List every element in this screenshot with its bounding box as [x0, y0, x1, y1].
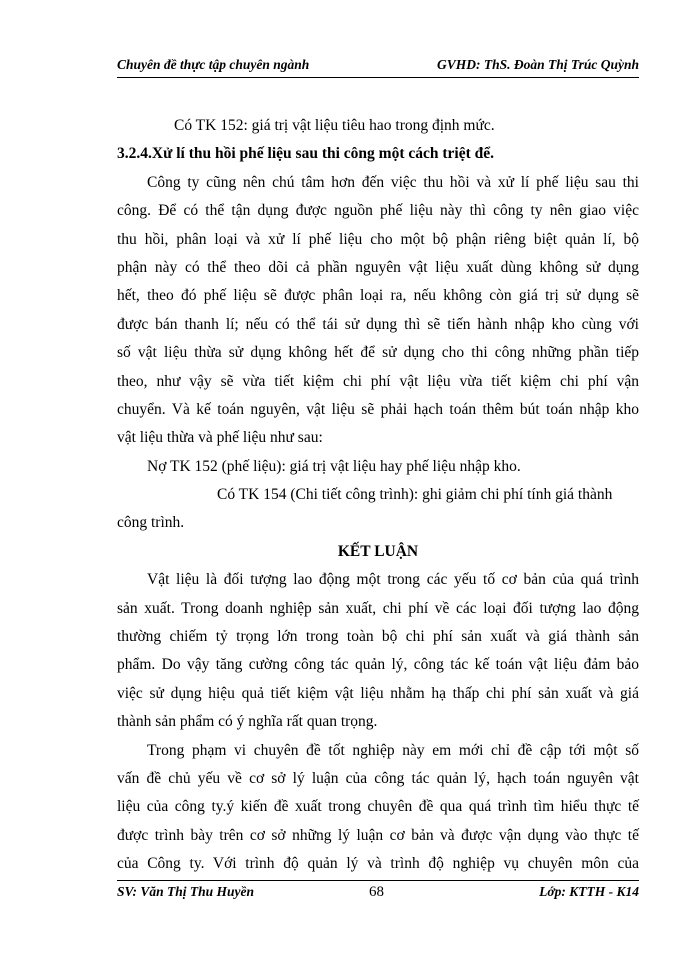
text-line: phận này có thể theo dõi cả phần nguyên vật liệu xuất dùng không sử dụng: [117, 258, 639, 276]
text-line: việc sử dụng hiệu quả tiết kiệm vật liệu nhằm hạ thấp chi phí sản xuất và giá: [117, 684, 639, 702]
text-line: Vật liệu là đối tượng lao động một trong các yếu tố cơ bản của quá trình: [147, 571, 639, 589]
text-line: của Công ty. Với trình độ quản lý và trình độ nghiệp vụ chuyên môn của: [117, 855, 639, 873]
header-rule: [117, 77, 639, 78]
text-line: liệu của công ty.ý kiến đề xuất trong chuyên đề qua quá trình tìm hiểu thực tế: [117, 798, 639, 816]
text-line: chuyển. Và kế toán nguyên, vật liệu sẽ phải hạch toán thêm bút toán nhập kho: [117, 400, 639, 418]
footer-class: Lớp: KTTH - K14: [539, 884, 639, 899]
section-heading: 3.2.4.Xử lí thu hồi phế liệu sau thi công một cách triệt để.: [117, 145, 495, 163]
text-line: vấn đề chủ yếu về cơ sở lý luận của công tác quản lý, hạch toán nguyên vật: [117, 769, 639, 787]
text-line: công. Để có thể tận dụng được nguồn phế liệu này thì công ty nên giao việc: [117, 202, 639, 220]
header-course-title: Chuyên đề thực tập chuyên ngành: [117, 57, 310, 72]
text-line: Trong phạm vi chuyên đề tốt nghiệp này em mới chỉ đề cập tới một số: [147, 741, 639, 759]
text-line: Công ty cũng nên chú tâm hơn đến việc thu hồi và xử lí phế liệu sau thi: [147, 173, 639, 191]
conclusion-title: KẾT LUẬN: [337, 542, 419, 560]
text-line: được bán thanh lí; nếu có thể tái sử dụng thì sẽ tiến hành nhập kho cùng với: [117, 315, 639, 333]
text-line: số vật liệu thừa sử dụng không hết để sử dụng cho thi công những phần tiếp: [117, 344, 639, 362]
page-footer: [117, 884, 639, 904]
text-line: thường chiếm tỷ trọng lớn trong toàn bộ chi phí sản xuất và giá thành sản: [117, 628, 639, 646]
footer-rule: [117, 880, 639, 881]
text-line: vật liệu thừa và phế liệu như sau:: [117, 429, 323, 447]
text-line: phẩm. Do vậy tăng cường công tác quản lý, công tác kế toán vật liệu đảm bảo: [117, 656, 639, 674]
text-line: được trình bày trên cơ sở những lý luận cơ bản và được vận dụng vào thực tế: [117, 826, 639, 844]
text-line: theo, như vậy sẽ vừa tiết kiệm chi phí vật liệu vừa tiết kiệm chi phí vận: [117, 372, 639, 390]
document-body: [117, 112, 639, 879]
page-header: [117, 55, 639, 77]
text-line: Có TK 152: giá trị vật liệu tiêu hao trong định mức.: [174, 117, 495, 134]
journal-entry-debit: Nợ TK 152 (phế liệu): giá trị vật liệu hay phế liệu nhập kho.: [147, 457, 521, 475]
text-line: sản xuất. Trong doanh nghiệp sản xuất, chi phí về các loại đối tượng lao động: [117, 599, 639, 617]
journal-entry-credit: Có TK 154 (Chi tiết công trình): ghi giảm chi phí tính giá thành: [217, 486, 613, 504]
text-line: hết, theo đó phế liệu sẽ được phân loại ra, nếu không còn giá trị sử dụng sẽ: [117, 287, 639, 305]
page-number: 68: [369, 884, 384, 900]
header-supervisor: GVHD: ThS. Đoàn Thị Trúc Quỳnh: [436, 57, 639, 72]
text-line: thu hồi, phân loại và xử lí phế liệu cho một bộ phận riêng biệt quản lí, bộ: [117, 230, 639, 248]
text-line: công trình.: [117, 514, 185, 532]
footer-student: SV: Văn Thị Thu Huyền: [117, 884, 255, 899]
text-line: thành sản phẩm có ý nghĩa rất quan trọng.: [117, 713, 378, 731]
